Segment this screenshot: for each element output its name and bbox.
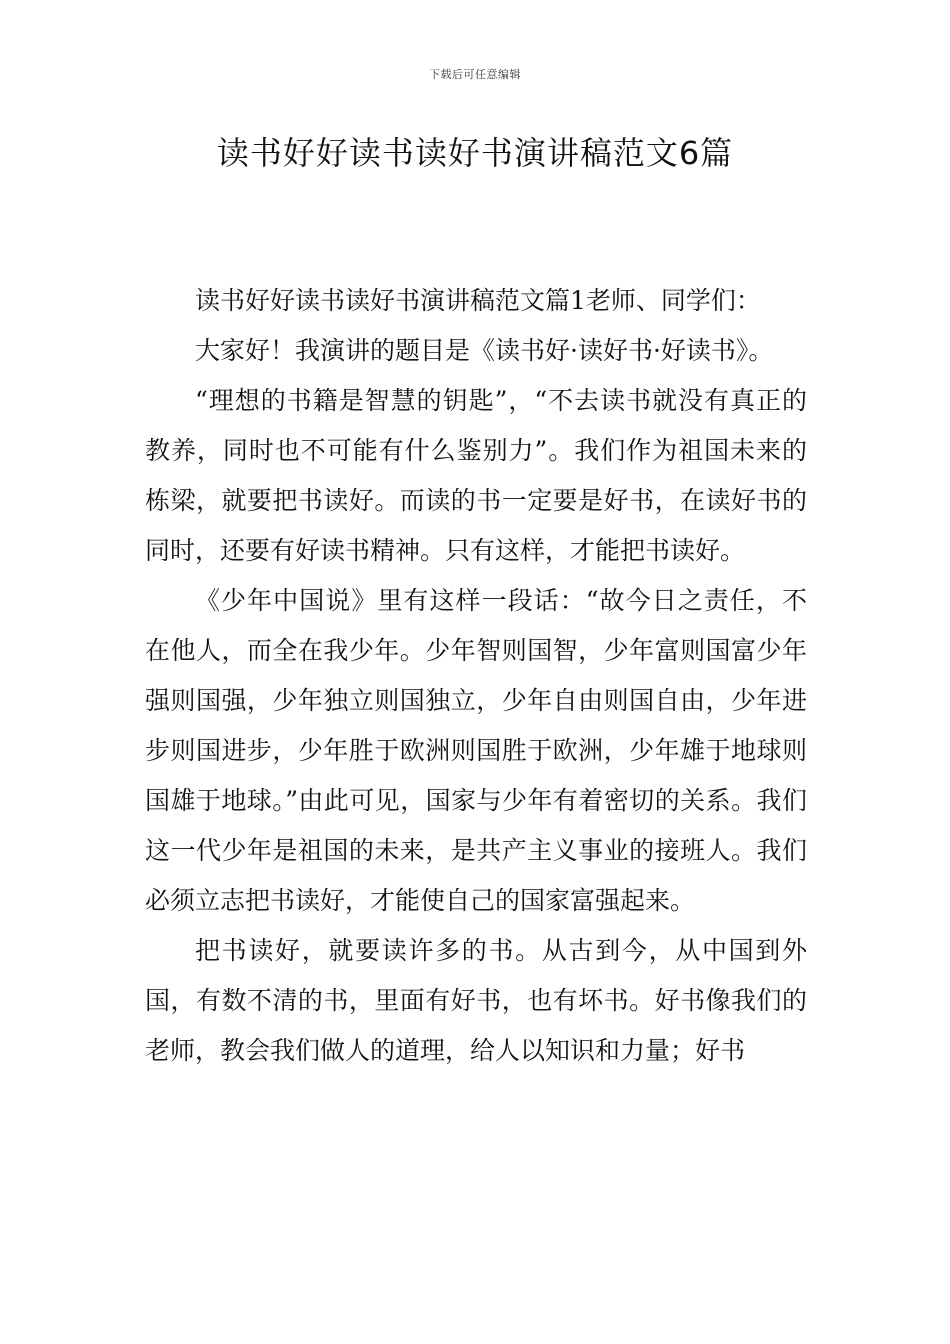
- document-body: [145, 276, 807, 1076]
- paragraph-read-more: 把书读好，就要读许多的书。从古到今，从中国到外国，有数不清的书，里面有好书，也有坏书。好书像我们的老师，教会我们做人的道理，给人以知识和力量；好书: [145, 936, 807, 1065]
- document-title: 读书好好读书读好书演讲稿范文6篇: [216, 134, 734, 172]
- paragraph-greeting: 大家好！我演讲的题目是《读书好·读好书·好读书》。: [195, 336, 774, 365]
- paragraph-quote: “理想的书籍是智慧的钥匙”，“不去读书就没有真正的教养，同时也不可能有什么鉴别力”。我们作为祖国未来的栋梁，就要把书读好。而读的书一定要是好书，在读好书的同时，还要有好读书精神。只有这样，才能把书读好。: [145, 386, 807, 565]
- header-note: 下载后可任意编辑: [429, 68, 521, 81]
- paragraph-intro: 读书好好读书读好书演讲稿范文篇1老师、同学们：: [195, 286, 761, 315]
- paragraph-shaonian: 《少年中国说》里有这样一段话：“故今日之责任，不在他人，而全在我少年。少年智则国智，少年富则国富少年强则国强，少年独立则国独立，少年自由则国自由，少年进步则国进步，少年胜于欧洲则国胜于欧洲，少年雄于地球则国雄于地球。”由此可见，国家与少年有着密切的关系。我们这一代少年是祖国的未来，是共产主义事业的接班人。我们必须立志把书读好，才能使自己的国家富强起来。: [145, 586, 807, 915]
